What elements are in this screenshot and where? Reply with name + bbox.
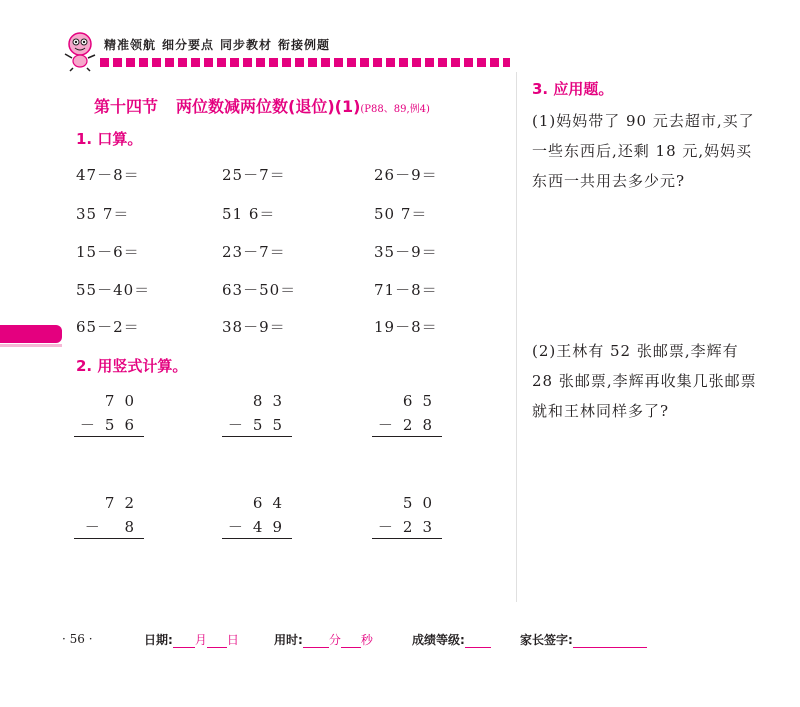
vertical-calc: 83 －55 (222, 392, 292, 436)
side-tab-shadow (0, 344, 62, 347)
mental-math-item: 15－6＝ (76, 243, 140, 261)
footer-grade: 成绩等级: (412, 631, 491, 648)
word-problem-2: (2)王林有 52 张邮票,李辉有 28 张邮票,李辉再收集几张邮票就和王林同样多了? (532, 342, 757, 420)
mental-math-item: 35－9＝ (374, 243, 438, 261)
mental-math-item: 51 6＝ (222, 205, 276, 223)
header-slogan: 精准领航 细分要点 同步教材 衔接例题 (104, 38, 331, 52)
vertical-calc: 70 －56 (74, 392, 144, 436)
vertical-calc: 64 －49 (222, 494, 292, 538)
mental-math-item: 71－8＝ (374, 281, 438, 299)
footer-signature: 家长签字: (520, 631, 647, 648)
vertical-calc: 72 － 8 (74, 494, 144, 538)
footer-date: 日期: 月 日 (144, 633, 239, 647)
mental-math-item: 47－8＝ (76, 166, 140, 184)
mental-math-item: 50 7＝ (374, 205, 428, 223)
mental-math-item: 63－50＝ (222, 281, 297, 299)
footer-time: 用时: 分 秒 (274, 633, 373, 647)
mental-math-item: 38－9＝ (222, 318, 286, 336)
mental-math-item: 65－2＝ (76, 318, 140, 336)
column-divider (516, 72, 517, 602)
word-problem-1: (1)妈妈带了 90 元去超市,买了一些东西后,还剩 18 元,妈妈买东西一共用去多少元? (532, 112, 755, 190)
mental-math-item: 35 7＝ (76, 205, 130, 223)
mental-math-item: 23－7＝ (222, 243, 286, 261)
mental-math-item: 25－7＝ (222, 166, 286, 184)
side-tab (0, 325, 62, 343)
part1-heading: 1. 口算。 (76, 130, 143, 148)
mental-math-item: 55－40＝ (76, 281, 151, 299)
vertical-calc: 50 －23 (372, 494, 442, 538)
section-reference: (P88、89,例4) (360, 104, 430, 115)
page-number: · 56 · (62, 632, 93, 646)
vertical-calc: 65 －28 (372, 392, 442, 436)
part3-heading: 3. 应用题。 (532, 80, 614, 98)
mental-math-item: 26－9＝ (374, 166, 438, 184)
section-title: 第十四节 两位数减两位数(退位)(1)(P88、89,例4) (94, 97, 430, 116)
mascot-logo (60, 30, 100, 72)
mental-math-item: 19－8＝ (374, 318, 438, 336)
header-dash-bar (100, 58, 510, 67)
part2-heading: 2. 用竖式计算。 (76, 357, 188, 375)
